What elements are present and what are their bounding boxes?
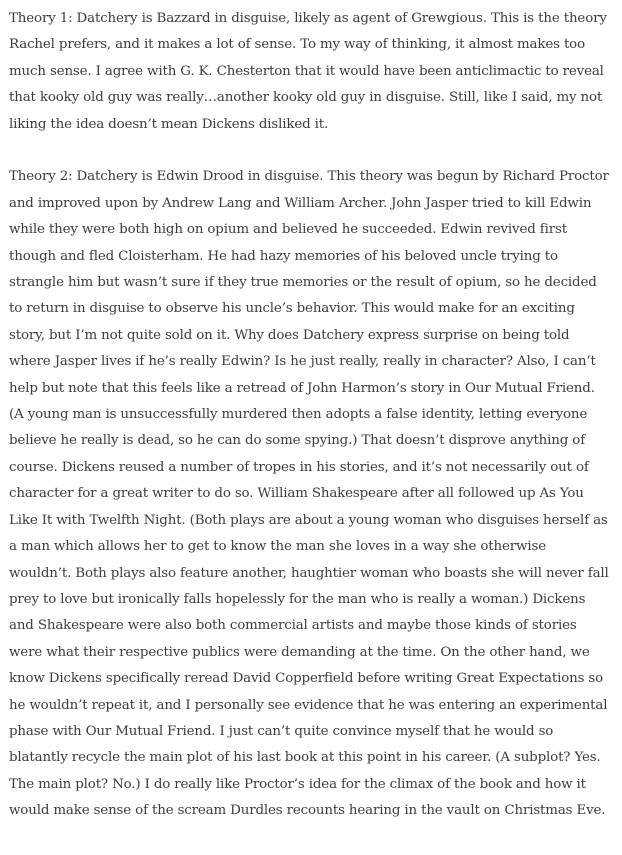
paragraph-theory-2: Theory 2: Datchery is Edwin Drood in disguise. This theory was begun by Richard Proctor and improved upon by Andrew Lang and William Archer. John Jasper tried to kill Edwin while they were both high on opium and believed he succeeded. Edwin revived first though and fled Cloisterham. He had hazy memories of his beloved uncle trying to strangle him but wasn’t sure if they true memories or the result of opium, so he decided to return in disguise to observe his uncle’s behavior. This would make for an exciting story, but I’m not quite sold on it. Why does Datchery express surprise on being told where Jasper lives if he’s really Edwin? Is he just really, really in character? Also, I can’t help but note that this feels like a retread of John Harmon’s story in Our Mutual Friend. (A young man is unsuccessfully murdered then adopts a false identity, letting everyone believe he really is dead, so he can do some spying.) That doesn’t disprove anything of course. Dickens reused a number of tropes in his stories, and it’s not necessarily out of character for a great writer to do so. William Shakespeare after all followed up As You Like It with Twelfth Night. (Both plays are about a young woman who disguises herself as a man which allows her to get to know the man she loves in a way she otherwise wouldn’t. Both plays also feature another, haughtier woman who boasts she will never fall prey to love but ironically falls hopelessly for the man who is really a woman.) Dickens and Shakespeare were also both commercial artists and maybe those kinds of stories were what their respective publics were demanding at the time. On the other hand, we know Dickens specifically reread David Copperfield before writing Great Expectations so he wouldn’t repeat it, and I personally see evidence that he was entering an experimental phase with Our Mutual Friend. I just can’t quite convince myself that he would so blatantly recycle the main plot of his last book at this point in his career. (A subplot? Yes. The main plot? No.) I do really like Proctor’s idea for the climax of the book and how it would make sense of the scream Durdles recounts hearing in the vault on Christmas Eve. [9, 169, 609, 819]
paragraph-theory-1: Theory 1: Datchery is Bazzard in disguise, likely as agent of Grewgious. This is the theory Rachel prefers, and it makes a lot of sense. To my way of thinking, it almost makes too much sense. I agree with G. K. Chesterton that it would have been anticlimactic to reveal that kooky old guy was really…another kooky old guy in disguise. Still, like I said, my not liking the idea doesn’t mean Dickens disliked it. [9, 11, 607, 132]
